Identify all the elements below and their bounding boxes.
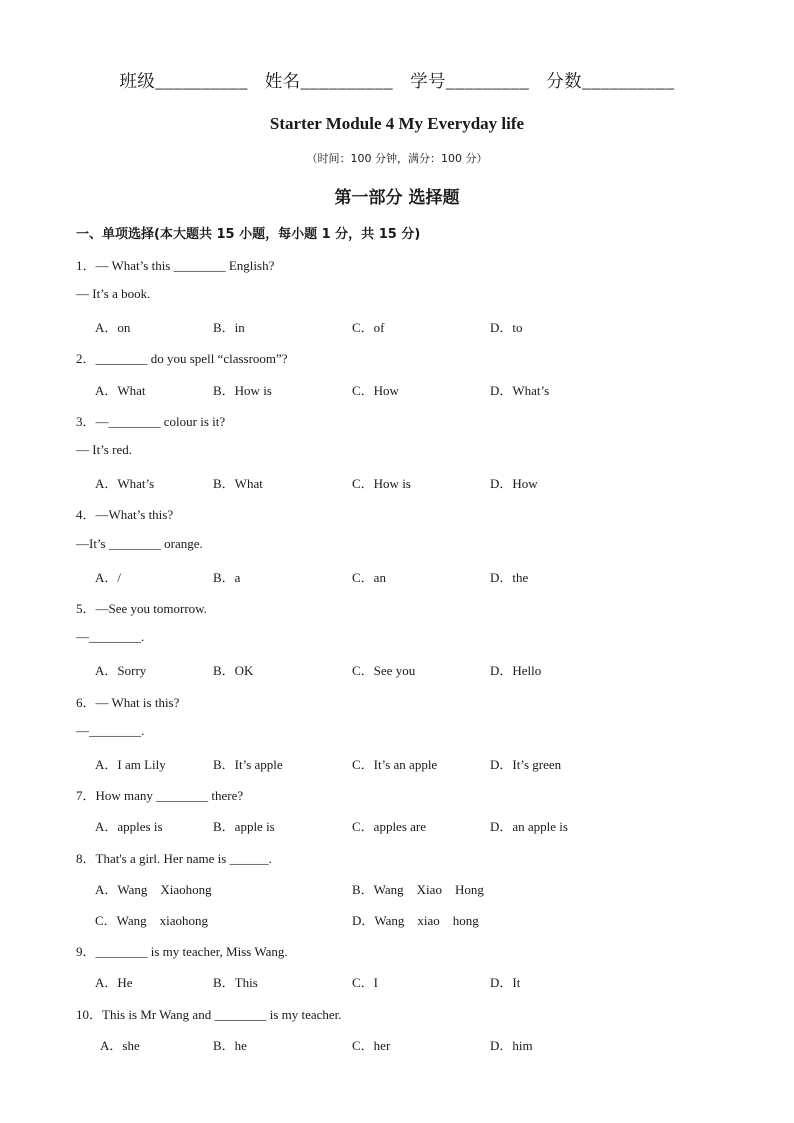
- question-6-option-c[interactable]: C．It’s an apple: [352, 757, 438, 772]
- question-8-option-a[interactable]: A．Wang Xiaohong: [95, 882, 212, 897]
- question-4-stem: 4．—What’s this?: [76, 507, 174, 522]
- question-10-option-a[interactable]: A．she: [100, 1038, 140, 1053]
- page-title: Starter Module 4 My Everyday life: [269, 114, 525, 133]
- section-heading: 一、单项选择(本大题共 15 小题，每小题 1 分，共 15 分): [76, 227, 421, 242]
- question-9-option-b[interactable]: B．This: [213, 975, 258, 990]
- question-7-stem: 7．How many ________ there?: [76, 788, 244, 803]
- question-8-stem: 8．That's a girl. Her name is ______.: [76, 851, 272, 866]
- class-field: 班级__________: [119, 71, 248, 91]
- question-3-stem-2: — It’s red.: [76, 442, 132, 457]
- score-field: 分数__________: [546, 71, 675, 91]
- question-4-option-d[interactable]: D．the: [490, 570, 529, 585]
- question-9-option-d[interactable]: D．It: [490, 975, 521, 990]
- question-10-option-d[interactable]: D．him: [490, 1038, 533, 1053]
- question-1-option-d[interactable]: D．to: [490, 320, 523, 335]
- question-1-option-c[interactable]: C．of: [352, 320, 385, 335]
- question-4-stem-2: —It’s ________ orange.: [76, 536, 203, 551]
- question-8-option-b[interactable]: B．Wang Xiao Hong: [352, 882, 484, 897]
- exam-info: （时间：100 分钟，满分：100 分）: [306, 152, 488, 165]
- question-3-option-d[interactable]: D．How: [490, 476, 538, 491]
- question-4-option-b[interactable]: B．a: [213, 570, 241, 585]
- question-7-option-c[interactable]: C．apples are: [352, 819, 427, 834]
- name-field: 姓名__________: [264, 71, 394, 91]
- question-5-option-d[interactable]: D．Hello: [490, 663, 542, 678]
- question-3-stem: 3．—________ colour is it?: [76, 414, 226, 429]
- question-8-option-c[interactable]: C．Wang xiaohong: [95, 913, 209, 928]
- question-9-option-c[interactable]: C．I: [352, 975, 379, 990]
- question-10-option-c[interactable]: C．her: [352, 1038, 391, 1053]
- question-1-option-a[interactable]: A．on: [95, 320, 131, 335]
- question-3-option-c[interactable]: C．How is: [352, 476, 411, 491]
- student-id-field: 学号_________: [410, 71, 530, 91]
- question-1-stem-2: — It’s a book.: [76, 286, 151, 301]
- question-3-option-a[interactable]: A．What’s: [95, 476, 155, 491]
- question-7-option-a[interactable]: A．apples is: [95, 819, 163, 834]
- question-5-stem-2: —________.: [76, 629, 145, 644]
- question-6-option-a[interactable]: A．I am Lily: [95, 757, 166, 772]
- question-1-stem: 1．— What’s this ________ English?: [76, 258, 275, 273]
- question-7-option-d[interactable]: D．an apple is: [490, 819, 568, 834]
- question-5-option-a[interactable]: A．Sorry: [95, 663, 147, 678]
- question-4-option-a[interactable]: A．/: [95, 570, 122, 585]
- question-2-option-a[interactable]: A．What: [95, 383, 146, 398]
- header-fields: [0, 68, 794, 93]
- question-7-option-b[interactable]: B．apple is: [213, 819, 275, 834]
- question-10-stem: 10．This is Mr Wang and ________ is my teacher.: [76, 1007, 342, 1022]
- question-9-stem: 9．________ is my teacher, Miss Wang.: [76, 944, 288, 959]
- question-5-stem: 5．—See you tomorrow.: [76, 601, 207, 616]
- question-6-option-d[interactable]: D．It’s green: [490, 757, 562, 772]
- question-6-stem-2: —________.: [76, 723, 145, 738]
- question-4-option-c[interactable]: C．an: [352, 570, 386, 585]
- part-heading: 第一部分 选择题: [334, 188, 460, 208]
- question-6-stem: 6．— What is this?: [76, 695, 180, 710]
- question-3-option-b[interactable]: B．What: [213, 476, 263, 491]
- question-2-option-b[interactable]: B．How is: [213, 383, 272, 398]
- question-2-stem: 2．________ do you spell “classroom”?: [76, 351, 288, 366]
- question-6-option-b[interactable]: B．It’s apple: [213, 757, 283, 772]
- question-5-option-c[interactable]: C．See you: [352, 663, 416, 678]
- question-2-option-c[interactable]: C．How: [352, 383, 399, 398]
- question-2-option-d[interactable]: D．What’s: [490, 383, 550, 398]
- question-10-option-b[interactable]: B．he: [213, 1038, 247, 1053]
- question-8-option-d[interactable]: D．Wang xiao hong: [352, 913, 479, 928]
- question-1-option-b[interactable]: B．in: [213, 320, 245, 335]
- question-9-option-a[interactable]: A．He: [95, 975, 133, 990]
- question-5-option-b[interactable]: B．OK: [213, 663, 254, 678]
